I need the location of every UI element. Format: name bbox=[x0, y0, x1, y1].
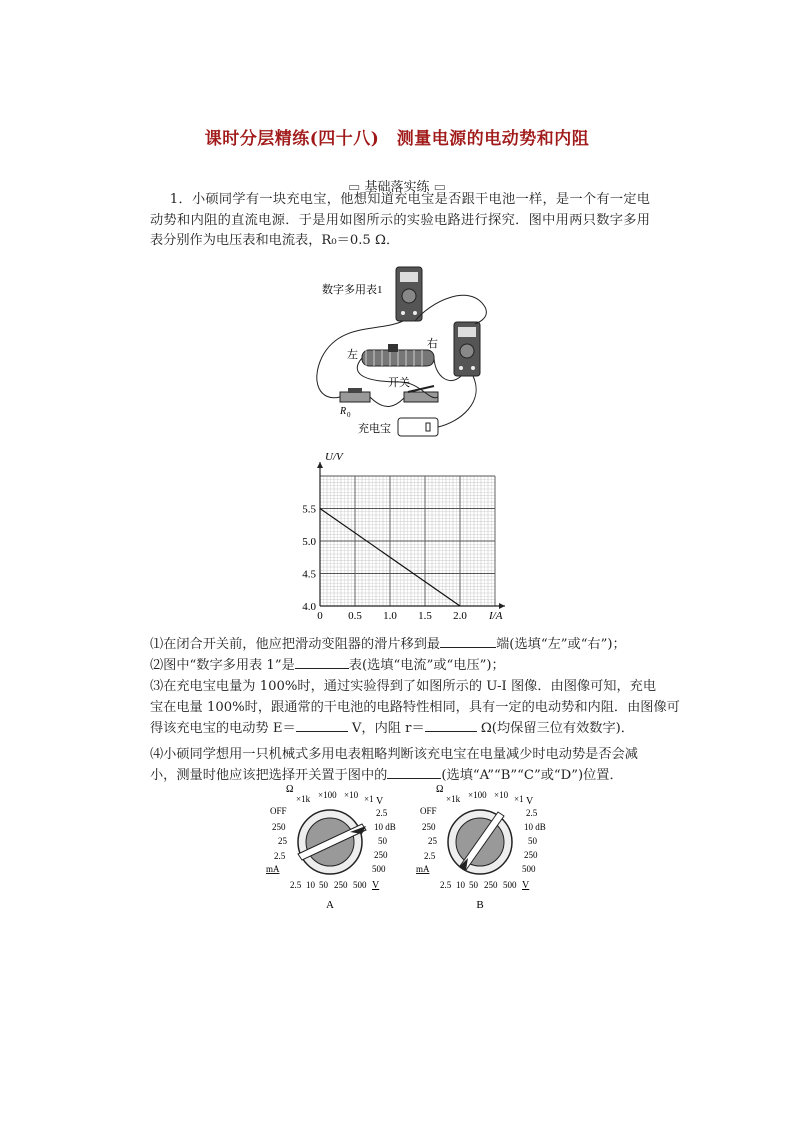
y-tick-label: 4.0 bbox=[302, 601, 316, 613]
x-axis-label: I/A bbox=[489, 610, 503, 622]
label-power-bank: 充电宝 bbox=[358, 423, 391, 435]
section-heading: ▭ 基础落实练 ▭ bbox=[348, 180, 446, 195]
dial-b-off: OFF bbox=[420, 806, 437, 816]
question-1-part-2: ⑵图中“数字多用表 1”是 表(选填“电流”或“电压”)； bbox=[150, 658, 505, 673]
digital-multimeter-1 bbox=[396, 267, 422, 321]
dial-b-x1k: ×1k bbox=[446, 794, 461, 804]
y-axis-arrow bbox=[317, 462, 323, 468]
dial-b-ma: mA bbox=[416, 864, 430, 874]
question-1-part-4-line-1: ⑷小硕同学想用一只机械式多用电表粗略判断该充电宝在电量减少时电动势是否会减 bbox=[150, 747, 638, 762]
dial-b-r500: 500 bbox=[522, 864, 536, 874]
question-1-part-3-line-3: 得该充电宝的电动势 E＝ V，内阻 r＝ Ω(均保留三位有效数字)． bbox=[150, 721, 634, 736]
dial-b-10db: 10 dB bbox=[524, 822, 546, 832]
blank-3[interactable] bbox=[296, 719, 348, 732]
dial-b-v-top: V bbox=[526, 796, 534, 807]
dial-b-caption: B bbox=[476, 899, 484, 911]
dial-a-x10: ×10 bbox=[344, 790, 359, 800]
dial-b-l25: 25 bbox=[428, 836, 437, 846]
dial-a-b50: 50 bbox=[319, 880, 328, 890]
resistor-r0 bbox=[340, 388, 370, 402]
dial-b-r50: 50 bbox=[528, 836, 537, 846]
label-left: 左 bbox=[347, 349, 358, 361]
dial-a-v-top: V bbox=[376, 796, 384, 807]
label-right: 右 bbox=[427, 338, 438, 350]
dial-a-b2.5: 2.5 bbox=[290, 880, 302, 890]
x-tick-label: 0 bbox=[317, 610, 323, 622]
page-title: 课时分层精练(四十八) 测量电源的电动势和内阻 bbox=[204, 129, 590, 149]
dial-a-r500: 500 bbox=[372, 864, 386, 874]
y-axis-label: U/V bbox=[325, 451, 343, 463]
u-i-chart bbox=[296, 444, 526, 626]
blank-2[interactable] bbox=[295, 656, 349, 669]
dial-b-x10: ×10 bbox=[494, 790, 509, 800]
y-tick-label: 5.0 bbox=[302, 536, 316, 548]
dial-b-ohm: Ω bbox=[436, 784, 444, 795]
y-tick-label: 4.5 bbox=[302, 568, 316, 581]
digital-multimeter-2 bbox=[454, 322, 480, 376]
dial-a-ma: mA bbox=[266, 864, 280, 874]
dial-b bbox=[412, 782, 562, 912]
dial-b-x1: ×1 bbox=[514, 794, 524, 804]
circuit-figure bbox=[300, 262, 510, 442]
label-switch: 开关 bbox=[388, 377, 410, 389]
dial-b-r2.5: 2.5 bbox=[526, 808, 538, 818]
dial-a-caption: A bbox=[326, 899, 334, 911]
dial-b-l2.5: 2.5 bbox=[424, 851, 436, 861]
x-tick-label: 1.0 bbox=[383, 610, 397, 622]
dial-a-l2.5: 2.5 bbox=[274, 851, 286, 861]
blank-4[interactable] bbox=[425, 719, 477, 732]
x-axis-arrow bbox=[499, 603, 505, 609]
label-meter1: 数字多用表1 bbox=[322, 284, 383, 296]
slide-rheostat bbox=[362, 344, 434, 366]
dial-a-10db: 10 dB bbox=[374, 822, 396, 832]
dial-a-off: OFF bbox=[270, 806, 287, 816]
question-1-part-4-line-2: 小，测量时他应该把选择开关置于图中的 (选填“A”“B”“C”或“D”)位置． bbox=[150, 768, 623, 783]
dial-a-ohm: Ω bbox=[286, 784, 294, 795]
x-tick-label: 2.0 bbox=[453, 610, 467, 622]
dial-a-b250: 250 bbox=[334, 880, 348, 890]
label-r0: R bbox=[340, 406, 347, 417]
dial-b-b250: 250 bbox=[484, 880, 498, 890]
dial-b-b10: 10 bbox=[456, 880, 465, 890]
y-tick-label: 5.5 bbox=[302, 503, 316, 516]
dial-b-r250: 250 bbox=[524, 850, 538, 860]
x-tick-label: 0.5 bbox=[348, 610, 362, 622]
dial-a-v-bottom: V bbox=[372, 880, 380, 891]
dial-a bbox=[262, 782, 412, 912]
dial-b-x100: ×100 bbox=[468, 790, 487, 800]
question-1-intro: 1．小硕同学有一块充电宝，他想知道充电宝是否跟干电池一样，是一个有一定电动势和内阻的直流电源．于是用如图所示的实验电路进行探究．图中用两只数字多用表分别作为电压表和电流表，R₀＝0.5 Ω． bbox=[150, 192, 650, 249]
x-tick-label: 1.5 bbox=[418, 610, 432, 622]
question-1-part-3-line-2: 宝在电量 100%时，跟通常的干电池的电路特性相同，具有一定的电动势和内阻．由图像可 bbox=[150, 700, 680, 715]
label-r0-sub: 0 bbox=[347, 411, 351, 419]
dial-a-x1k: ×1k bbox=[296, 794, 311, 804]
dial-b-b500: 500 bbox=[503, 880, 517, 890]
blank-1[interactable] bbox=[440, 635, 496, 648]
dial-b-l250: 250 bbox=[422, 822, 436, 832]
dial-b-v-bottom: V bbox=[522, 880, 530, 891]
dial-a-r250: 250 bbox=[374, 850, 388, 860]
question-1-part-1: ⑴在闭合开关前，他应把滑动变阻器的滑片移到最 端(选填“左”或“右”)； bbox=[150, 637, 626, 652]
dial-b-b50: 50 bbox=[469, 880, 478, 890]
dial-a-r2.5: 2.5 bbox=[376, 808, 388, 818]
dial-a-b10: 10 bbox=[306, 880, 315, 890]
dial-a-x100: ×100 bbox=[318, 790, 337, 800]
dial-a-l25: 25 bbox=[278, 836, 287, 846]
dial-a-x1: ×1 bbox=[364, 794, 374, 804]
power-bank bbox=[398, 418, 438, 436]
dial-a-r50: 50 bbox=[378, 836, 387, 846]
dial-b-b2.5: 2.5 bbox=[440, 880, 452, 890]
blank-5[interactable] bbox=[387, 766, 441, 779]
dial-a-l250: 250 bbox=[272, 822, 286, 832]
question-1-part-3-line-1: ⑶在充电宝电量为 100%时，通过实验得到了如图所示的 U-I 图像．由图像可知，充电 bbox=[150, 679, 657, 694]
dial-a-b500: 500 bbox=[353, 880, 367, 890]
